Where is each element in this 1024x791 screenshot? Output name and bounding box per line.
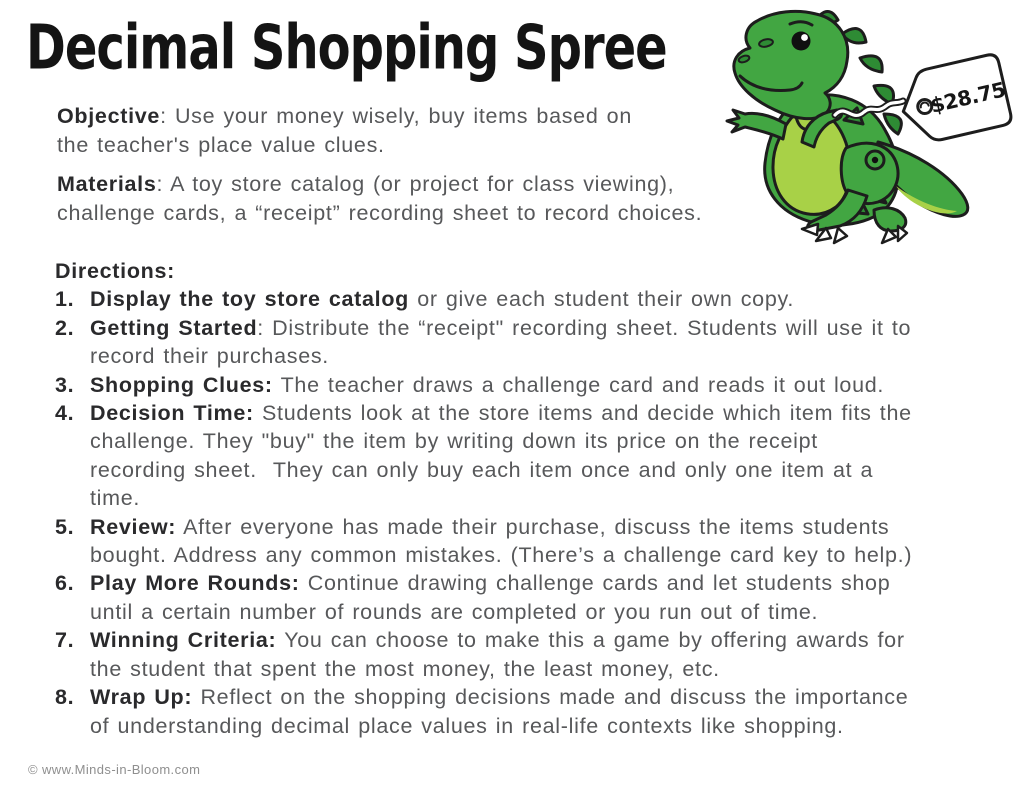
item-bold-lead: Winning Criteria: bbox=[90, 628, 277, 653]
item-number: 2. bbox=[55, 315, 75, 340]
page-title: Decimal Shopping Spree bbox=[26, 12, 667, 84]
item-bold-lead: Play More Rounds: bbox=[90, 571, 300, 596]
item-bold-lead: Wrap Up: bbox=[90, 685, 193, 710]
objective-paragraph bbox=[57, 102, 632, 160]
dino-eye-highlight bbox=[801, 34, 808, 41]
direction-item-3 bbox=[55, 371, 912, 399]
text-line: time. bbox=[90, 486, 141, 511]
dino-left-arm bbox=[727, 110, 786, 139]
directions-heading: Directions: bbox=[55, 259, 175, 283]
dino-claw bbox=[834, 228, 847, 243]
direction-item-2 bbox=[55, 314, 912, 371]
text-line: the student that spent the most money, the least money, etc. bbox=[90, 656, 720, 681]
direction-item-7 bbox=[55, 626, 912, 683]
text-line: until a certain number of rounds are completed or you run out of time. bbox=[90, 599, 819, 624]
text-line bbox=[90, 285, 794, 313]
dino-leg-joint-dot bbox=[872, 157, 878, 163]
dinosaur-svg bbox=[698, 0, 1020, 248]
text-line bbox=[90, 314, 911, 342]
text-line bbox=[90, 626, 905, 654]
directions-section bbox=[55, 257, 912, 740]
dinosaur-illustration bbox=[698, 0, 1020, 248]
item-number: 8. bbox=[55, 685, 75, 710]
item-text: After everyone has made their purchase, discuss the items students bbox=[176, 514, 890, 539]
text-line bbox=[57, 170, 702, 199]
direction-item-6 bbox=[55, 569, 912, 626]
materials-text-2: challenge cards, a “receipt” recording sheet to record choices. bbox=[57, 201, 703, 225]
materials-paragraph bbox=[57, 170, 702, 228]
item-text: The teacher draws a challenge card and reads it out loud. bbox=[272, 372, 885, 397]
materials-label: Materials bbox=[57, 172, 157, 196]
text-line bbox=[90, 371, 884, 399]
dino-claw bbox=[802, 224, 818, 235]
text-line bbox=[90, 513, 912, 541]
text-line: bought. Address any common mistakes. (There’s a challenge card key to help.) bbox=[90, 543, 913, 568]
item-bold-lead: Review: bbox=[90, 514, 177, 539]
direction-item-4 bbox=[55, 399, 912, 513]
text-line bbox=[57, 102, 632, 131]
text-line: record their purchases. bbox=[90, 344, 329, 369]
text-line: of understanding decimal place values in real-life contexts like shopping. bbox=[90, 713, 844, 738]
item-bold-lead: Shopping Clues: bbox=[90, 372, 273, 397]
item-text: Continue drawing challenge cards and let students shop bbox=[299, 571, 891, 596]
text-line bbox=[90, 569, 890, 597]
objective-text-2: the teacher's place value clues. bbox=[57, 133, 385, 157]
dino-claw bbox=[898, 226, 907, 241]
text-line: recording sheet. They can only buy each item once and only one item at a bbox=[90, 457, 874, 482]
price-tag-text: $28.75 bbox=[928, 77, 1008, 118]
item-text: You can choose to make this a game by offering awards for bbox=[276, 628, 905, 653]
item-number: 3. bbox=[55, 372, 75, 397]
item-text: or give each student their own copy. bbox=[409, 287, 795, 312]
item-number: 6. bbox=[55, 571, 75, 596]
copyright-footer: © www.Minds-in-Bloom.com bbox=[28, 762, 201, 777]
objective-label: Objective bbox=[57, 104, 161, 128]
text-line: challenge. They "buy" the item by writing down its price on the receipt bbox=[90, 429, 818, 454]
materials-text-1: : A toy store catalog (or project for class viewing), bbox=[156, 172, 675, 196]
item-number: 4. bbox=[55, 401, 75, 426]
item-number: 1. bbox=[55, 287, 75, 312]
item-text: Reflect on the shopping decisions made and discuss the importance bbox=[192, 685, 909, 710]
item-text: Students look at the store items and decide which item fits the bbox=[253, 401, 912, 426]
item-text: : Distribute the “receipt" recording sheet. Students will use it to bbox=[257, 315, 912, 340]
item-bold-lead: Decision Time: bbox=[90, 401, 254, 426]
item-number: 7. bbox=[55, 628, 75, 653]
direction-item-8 bbox=[55, 683, 912, 740]
dino-head bbox=[734, 11, 848, 118]
objective-text-1: : Use your money wisely, buy items based on bbox=[160, 104, 632, 128]
dino-eye bbox=[792, 32, 811, 51]
item-bold-lead: Getting Started bbox=[90, 315, 258, 340]
direction-item-5 bbox=[55, 513, 912, 570]
item-bold-lead: Display the toy store catalog bbox=[90, 287, 410, 312]
direction-item-1 bbox=[55, 285, 912, 313]
dino-spike bbox=[860, 56, 882, 72]
text-line bbox=[90, 399, 912, 427]
item-number: 5. bbox=[55, 514, 75, 539]
text-line bbox=[90, 683, 908, 711]
